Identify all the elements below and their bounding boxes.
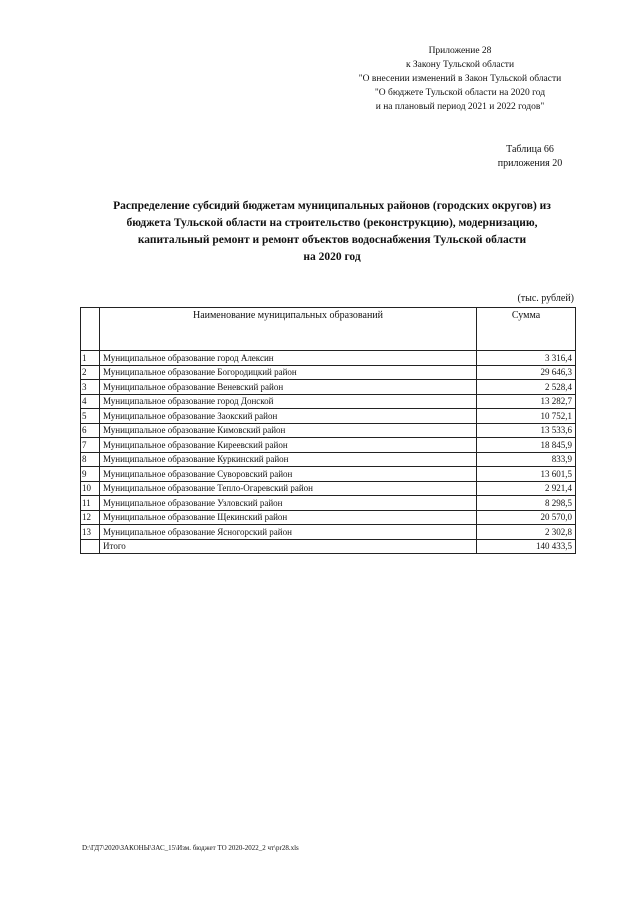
header-sum-cell: Сумма: [477, 308, 576, 351]
table-row: [81, 510, 576, 525]
total-num: [81, 539, 100, 554]
total-label: Итого: [100, 539, 477, 554]
row-num: 2: [81, 365, 100, 380]
table-header-row: [81, 308, 576, 351]
row-sum: 29 646,3: [477, 365, 576, 380]
header-num-cell: [81, 308, 100, 351]
row-name: Муниципальное образование Куркинский район: [100, 452, 477, 467]
table-row: [81, 452, 576, 467]
appendix-line-1: Приложение 28: [428, 46, 492, 56]
table-row: [81, 423, 576, 438]
appendix-line-4: "О бюджете Тульской области на 2020 год: [374, 88, 546, 98]
title-line-2: бюджета Тульской области на строительство (реконструкцию), модернизацию,: [126, 217, 538, 229]
subsidy-table: [80, 307, 576, 554]
table-row: [81, 394, 576, 409]
table-row: [81, 496, 576, 511]
units-label: (тыс. рублей): [517, 293, 574, 304]
row-num: 4: [81, 394, 100, 409]
row-name: Муниципальное образование Тепло-Огаревский район: [100, 481, 477, 496]
row-num: 7: [81, 438, 100, 453]
row-sum: 13 601,5: [477, 467, 576, 482]
table-row: [81, 365, 576, 380]
row-name: Муниципальное образование город Донской: [100, 394, 477, 409]
row-sum: 2 302,8: [477, 525, 576, 540]
appendix-line-3: "О внесении изменений в Закон Тульской области: [358, 74, 562, 84]
row-num: 1: [81, 351, 100, 366]
appendix-line-2: к Закону Тульской области: [405, 60, 515, 70]
row-name: Муниципальное образование Заокский район: [100, 409, 477, 424]
row-name: Муниципальное образование Киреевский район: [100, 438, 477, 453]
appendix-header: [340, 44, 580, 114]
row-num: 3: [81, 380, 100, 395]
row-num: 13: [81, 525, 100, 540]
row-num: 12: [81, 510, 100, 525]
header-name-cell: Наименование муниципальных образований: [100, 308, 477, 351]
table-ref-line-2: приложения 20: [497, 158, 563, 169]
row-sum: 13 282,7: [477, 394, 576, 409]
table-row: [81, 438, 576, 453]
row-sum: 18 845,9: [477, 438, 576, 453]
row-name: Муниципальное образование Кимовский район: [100, 423, 477, 438]
row-name: Муниципальное образование город Алексин: [100, 351, 477, 366]
total-row: [81, 539, 576, 554]
row-num: 6: [81, 423, 100, 438]
row-name: Муниципальное образование Щекинский район: [100, 510, 477, 525]
title-line-1: Распределение субсидий бюджетам муниципальных районов (городских округов) из: [113, 200, 551, 212]
table-row: [81, 467, 576, 482]
row-sum: 833,9: [477, 452, 576, 467]
total-sum: 140 433,5: [477, 539, 576, 554]
row-num: 5: [81, 409, 100, 424]
row-num: 8: [81, 452, 100, 467]
table-row: [81, 409, 576, 424]
row-name: Муниципальное образование Веневский район: [100, 380, 477, 395]
row-name: Муниципальное образование Ясногорский район: [100, 525, 477, 540]
row-sum: 8 298,5: [477, 496, 576, 511]
row-num: 10: [81, 481, 100, 496]
table-row: [81, 525, 576, 540]
table-reference: [480, 143, 580, 171]
table-row: [81, 351, 576, 366]
row-num: 11: [81, 496, 100, 511]
row-sum: 10 752,1: [477, 409, 576, 424]
table-row: [81, 481, 576, 496]
appendix-line-5: и на плановый период 2021 и 2022 годов": [375, 102, 545, 112]
row-sum: 2 921,4: [477, 481, 576, 496]
row-sum: 2 528,4: [477, 380, 576, 395]
row-name: Муниципальное образование Богородицкий район: [100, 365, 477, 380]
row-num: 9: [81, 467, 100, 482]
title-line-3: капитальный ремонт и ремонт объектов водоснабжения Тульской области: [137, 234, 527, 246]
row-sum: 20 570,0: [477, 510, 576, 525]
table-row: [81, 380, 576, 395]
row-name: Муниципальное образование Узловский район: [100, 496, 477, 511]
title-line-4: на 2020 год: [303, 251, 361, 263]
row-sum: 3 316,4: [477, 351, 576, 366]
row-name: Муниципальное образование Суворовский район: [100, 467, 477, 482]
row-sum: 13 533,6: [477, 423, 576, 438]
table-ref-line-1: Таблица 66: [506, 144, 554, 155]
file-path-footer: D:\ГД7\2020\ЗАКОНЫ\ЗАС_15\Изм. бюджет ТО 2020-2022_2 чт\pr28.xls: [82, 844, 299, 852]
document-title: [82, 198, 582, 266]
